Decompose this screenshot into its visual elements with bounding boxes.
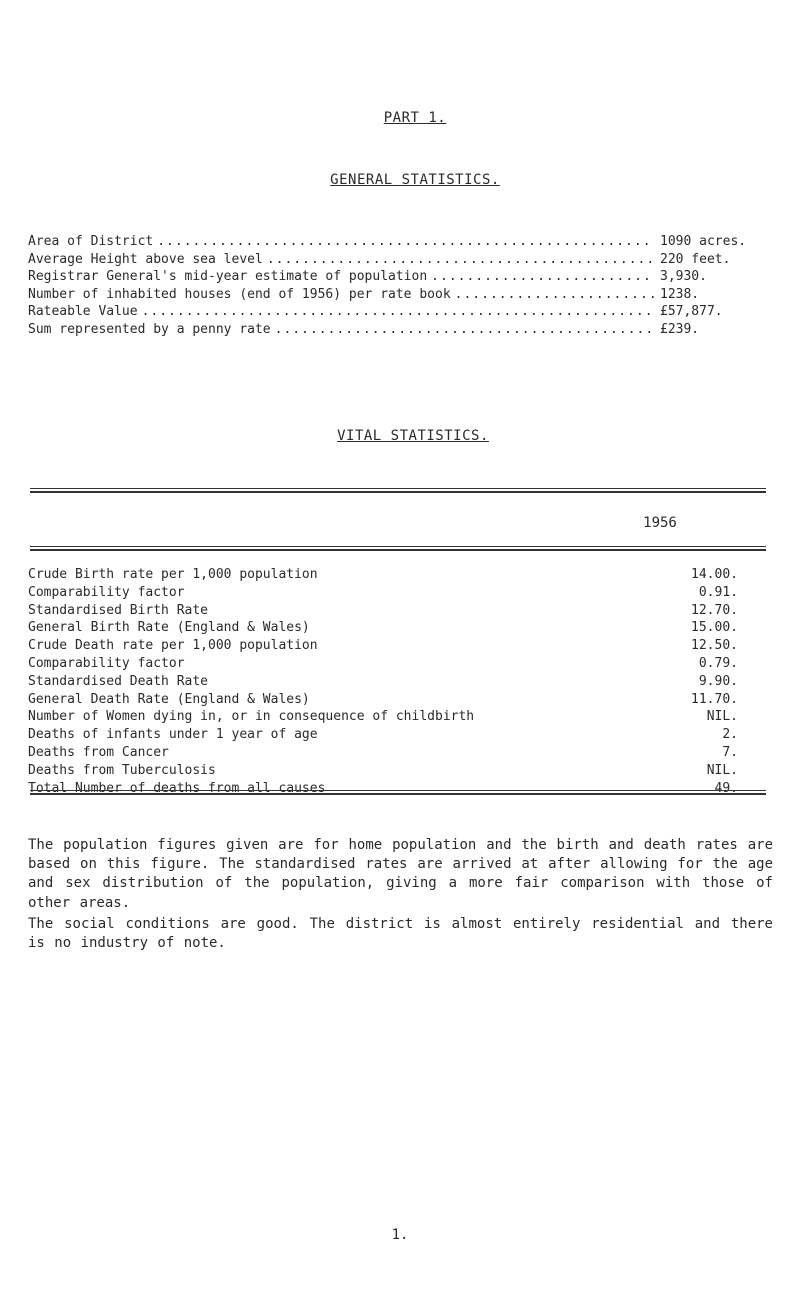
general-stat-label: Average Height above sea level <box>28 251 263 267</box>
general-stat-label: Rateable Value <box>28 304 138 320</box>
vital-stat-label: Crude Death rate per 1,000 population <box>28 638 318 654</box>
population-note-paragraph: The population figures given are for home population and the birth and death rates are based on this figure. The standardised rates are arrived at after allowing for the age and sex distribution of the population, giving a more fair comparison with those of other areas. <box>28 837 773 911</box>
table-row <box>28 762 768 780</box>
general-stat-value: £57,877. <box>660 304 723 320</box>
part-title: PART 1. <box>383 110 447 126</box>
vital-stat-value: 9.90. <box>698 673 738 689</box>
table-header-rule <box>30 546 766 551</box>
page-number: 1. <box>391 1227 409 1243</box>
table-row <box>28 584 768 602</box>
vital-stat-value: 7. <box>722 744 738 760</box>
vital-stat-value: 14.00. <box>691 567 738 582</box>
general-stat-value: 1090 acres. <box>660 234 747 249</box>
table-row <box>28 637 768 655</box>
vital-stat-value: 12.70. <box>691 602 738 618</box>
table-row <box>28 726 768 744</box>
general-stat-value: 220 feet. <box>660 251 731 267</box>
vital-stat-value: 12.50. <box>691 638 738 654</box>
table-top-rule <box>30 488 766 493</box>
dot-leader <box>263 251 654 269</box>
dot-leader <box>271 321 654 339</box>
table-row <box>28 602 768 620</box>
general-stat-label: Area of District <box>28 234 154 249</box>
vital-stat-value: 49. <box>714 780 738 796</box>
general-stat-row <box>28 286 798 304</box>
vital-stat-label: Number of Women dying in, or in consequence of childbirth <box>28 709 475 725</box>
general-stat-label: Registrar General's mid-year estimate of population <box>28 269 428 285</box>
general-stat-row <box>28 303 798 321</box>
vital-stat-label: Comparability factor <box>28 655 185 671</box>
vital-stat-label: General Birth Rate (England & Wales) <box>28 620 310 636</box>
vital-stat-label: Deaths of infants under 1 year of age <box>28 727 318 743</box>
general-stat-row <box>28 251 798 269</box>
social-conditions-paragraph: The social conditions are good. The district is almost entirely residential and there is no industry of note. <box>28 916 773 952</box>
table-row <box>28 673 768 691</box>
table-row <box>28 691 768 709</box>
vital-stat-value: NIL. <box>706 709 738 725</box>
vital-stat-label: Crude Birth rate per 1,000 population <box>28 567 318 582</box>
general-stat-row <box>28 268 798 286</box>
general-statistics-title: GENERAL STATISTICS. <box>330 172 500 188</box>
vital-stat-label: General Death Rate (England & Wales) <box>28 691 310 707</box>
vital-statistics-title: VITAL STATISTICS. <box>337 428 489 444</box>
vital-stat-label: Standardised Birth Rate <box>28 602 209 618</box>
vital-stat-label: Deaths from Cancer <box>28 744 169 760</box>
general-stat-row <box>28 321 798 339</box>
general-stat-label: Number of inhabited houses (end of 1956) per rate book <box>28 286 451 302</box>
table-row <box>28 655 768 673</box>
vital-stat-label: Total Number of deaths from all causes <box>28 780 326 796</box>
vital-stat-label: Comparability factor <box>28 584 185 600</box>
vital-stat-label: Standardised Death Rate <box>28 673 209 689</box>
table-row <box>28 619 768 637</box>
general-stat-value: 3,930. <box>660 269 707 285</box>
table-row <box>28 566 768 584</box>
vital-stat-value: 15.00. <box>691 620 738 636</box>
general-statistics-list <box>28 233 798 339</box>
vital-stat-value: 0.91. <box>698 584 738 600</box>
general-stat-value: £239. <box>660 321 700 337</box>
general-stat-row <box>28 233 798 251</box>
vital-statistics-table <box>28 566 768 797</box>
vital-stat-value: 0.79. <box>698 655 738 671</box>
dot-leader <box>138 303 654 321</box>
general-stat-value: 1238. <box>660 286 700 302</box>
table-bottom-rule <box>30 790 766 795</box>
year-column-header: 1956 <box>643 515 677 531</box>
dot-leader <box>427 268 654 286</box>
vital-stat-value: 11.70. <box>691 691 738 707</box>
table-row <box>28 708 768 726</box>
vital-stat-label: Deaths from Tuberculosis <box>28 762 216 778</box>
general-stat-label: Sum represented by a penny rate <box>28 321 271 337</box>
dot-leader <box>153 233 654 251</box>
vital-stat-value: 2. <box>722 727 738 743</box>
table-row <box>28 744 768 762</box>
vital-stat-value: NIL. <box>706 762 738 778</box>
dot-leader <box>451 286 654 304</box>
